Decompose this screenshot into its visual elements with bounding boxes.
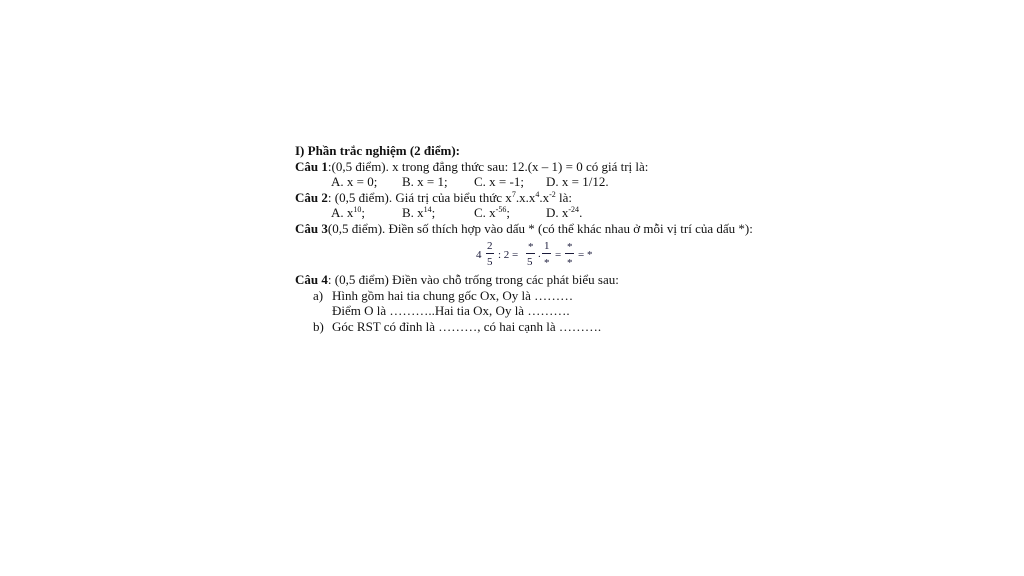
item-text: Điểm O là ………..Hai tia Ox, Oy là ………. [332,303,570,318]
option-base: C. x [474,205,496,220]
document-body [295,143,795,334]
question-2-label: Câu 2 [295,189,328,205]
question-2-option-b [402,205,474,221]
question-2-option-d [546,205,582,221]
question-1 [295,159,795,175]
option-exp: -56 [495,205,507,214]
question-2-options [295,205,795,221]
formula-f4-num: * [567,241,573,253]
question-1-option-b: B. x = 1; [402,174,448,189]
question-1-label: Câu 1 [295,158,328,174]
option-exp: 10 [353,205,362,214]
question-4-item-a [295,288,795,304]
question-3-text: (0,5 điểm). Điền số thích hợp vào dấu * (có thể khác nhau ở mỗi vị trí của dấu *): [327,220,753,236]
section-title: I) Phần trắc nghiệm (2 điểm): [295,143,461,158]
question-2-option-c [474,205,546,221]
question-2-exp-3: -2 [549,189,556,199]
formula-f2-num: * [528,241,534,253]
question-4-text: : (0,5 điểm) Điền vào chỗ trống trong các phát biểu sau: [327,272,619,287]
option-tail: ; [361,205,366,220]
formula-f1-num: 2 [487,240,493,252]
item-label: b) [313,318,324,334]
question-2-option-a [331,205,402,221]
question-1-option-a: A. x = 0; [331,174,378,189]
option-exp: -24 [568,205,580,214]
item-text: Hình gồm hai tia chung gốc Ox, Oy là ……… [332,287,574,303]
question-4-label: Câu 4 [295,272,328,287]
formula-f3-num: 1 [544,240,550,252]
formula-f1-den: 5 [487,256,493,268]
item-label: a) [313,287,324,303]
question-4-item-b [295,319,795,335]
formula-div: : 2 = [498,249,519,261]
question-4 [295,272,795,288]
option-base: D. x [546,205,569,220]
formula-f4-bar [565,253,574,254]
question-2 [295,190,795,206]
formula-whole: 4 [476,249,482,261]
option-exp: 14 [423,205,432,214]
question-1-text: :(0,5 điểm). x trong đẳng thức sau: 12.(x – 1) = 0 có giá trị là: [327,158,649,174]
option-base: B. x [402,205,424,220]
option-tail: . [579,205,583,220]
question-2-text-post: là: [555,189,572,205]
question-3-label: Câu 3 [295,220,328,236]
option-tail: ; [431,205,436,220]
question-2-exp-1: 7 [511,189,516,199]
formula-f4-den: * [567,257,573,269]
question-2-mid-2: .x [539,189,550,205]
question-2-text-pre: : (0,5 điểm). Giá trị của biểu thức x [327,189,512,205]
formula-f2-den: 5 [527,256,533,268]
item-text: Góc RST có đỉnh là ………, có hai cạnh là ………. [332,318,602,334]
question-2-exp-2: 4 [535,189,540,199]
option-tail: ; [506,205,510,220]
formula-dot: . [538,248,541,260]
formula-f1-bar [486,253,494,254]
question-1-option-d: D. x = 1/12. [546,174,609,189]
question-1-option-c: C. x = -1; [474,174,524,189]
formula-eq-2: = * [578,249,593,261]
item-label [313,303,332,319]
option-base: A. x [331,205,354,220]
formula-f3-den: * [544,257,550,269]
question-1-options [295,174,795,190]
formula-f3-bar [542,253,551,254]
question-4-item-a-cont [295,303,795,319]
formula-f2-bar [526,253,535,254]
question-3-formula [295,237,795,271]
question-3 [295,221,775,237]
formula-eq-1: = [555,249,562,261]
question-2-mid-1: .x.x [515,189,536,205]
